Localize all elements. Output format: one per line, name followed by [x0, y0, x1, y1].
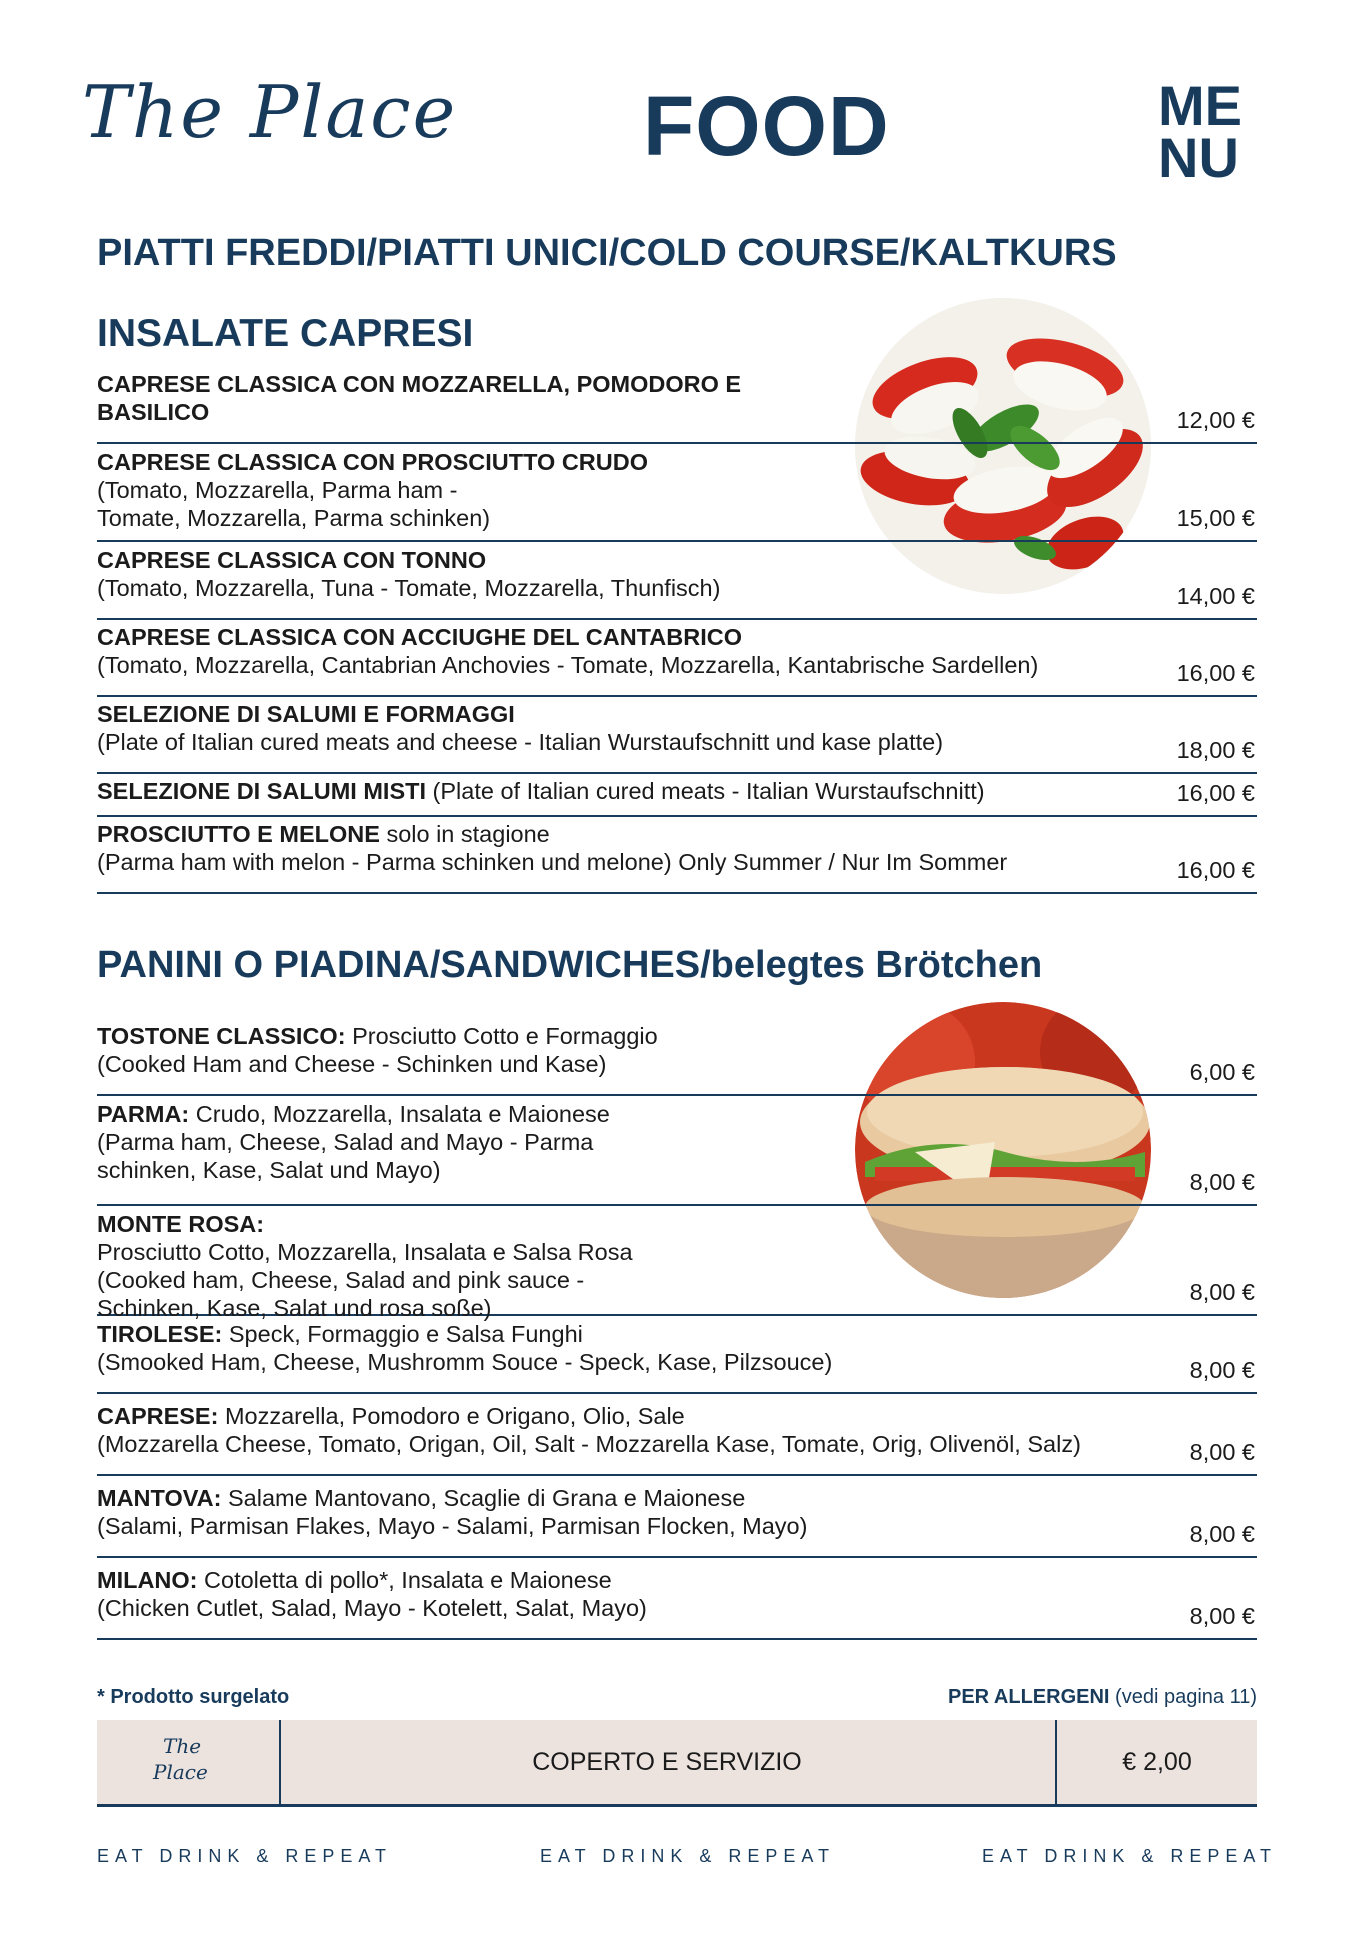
menu-item — [97, 546, 1257, 620]
menu-item — [97, 623, 1257, 697]
item-name: TOSTONE CLASSICO: — [97, 1023, 346, 1049]
page-title: FOOD — [643, 79, 890, 173]
section-title-panini: PANINI O PIADINA/SANDWICHES/belegtes Brötchen — [97, 944, 1043, 986]
item-price: 8,00 € — [1189, 1603, 1255, 1629]
tagline-center: EAT DRINK & REPEAT — [540, 1846, 836, 1866]
item-name: MANTOVA: — [97, 1485, 222, 1511]
item-price: 8,00 € — [1189, 1439, 1255, 1465]
menu-item — [97, 1320, 1257, 1394]
item-desc: (Cooked Ham and Cheese - Schinken und Kase) — [97, 1051, 607, 1077]
menu-mark-line1: ME — [1158, 74, 1242, 137]
menu-item — [97, 820, 1257, 894]
menu-item — [97, 1566, 1257, 1640]
item-price: 15,00 € — [1176, 505, 1255, 531]
item-name: CAPRESE CLASSICA CON TONNO — [97, 547, 487, 573]
item-desc: (Tomato, Mozzarella, Tuna - Tomate, Mozzarella, Thunfisch) — [97, 575, 721, 601]
item-name: SELEZIONE DI SALUMI MISTI — [97, 778, 427, 804]
menu-mark — [1158, 74, 1268, 189]
item-price: 16,00 € — [1176, 780, 1255, 806]
item-desc: (Cooked ham, Cheese, Salad and pink sauce - Schinken, Kase, Salat und rosa soße) — [97, 1267, 585, 1321]
menu-item — [97, 700, 1257, 774]
item-name: MONTE ROSA: — [97, 1211, 265, 1237]
frozen-note: * Prodotto surgelato — [97, 1686, 290, 1708]
item-desc: (Tomato, Mozzarella, Cantabrian Anchovies - Tomate, Mozzarella, Kantabrische Sardellen) — [97, 652, 1039, 678]
menu-item — [97, 1210, 1257, 1321]
item-desc: (Chicken Cutlet, Salad, Mayo - Kotelett, Salat, Mayo) — [97, 1595, 647, 1621]
logo: The Place — [82, 70, 458, 154]
item-desc: (Salami, Parmisan Flakes, Mayo - Salami, Parmisan Flocken, Mayo) — [97, 1513, 808, 1539]
item-desc: (Parma ham with melon - Parma schinken und melone) Only Summer / Nur Im Sommer — [97, 849, 1008, 875]
item-name: CAPRESE: — [97, 1403, 219, 1429]
item-name: CAPRESE CLASSICA CON PROSCIUTTO CRUDO — [97, 449, 648, 475]
item-desc: (Plate of Italian cured meats - Italian Wurstaufschnitt) — [432, 778, 985, 804]
allergens-note — [948, 1686, 1257, 1709]
item-desc: (Plate of Italian cured meats and cheese - Italian Wurstaufschnitt und kase platte) — [97, 729, 944, 755]
item-name: TIROLESE: — [97, 1321, 223, 1347]
cover-logo-line1: The — [163, 1734, 202, 1758]
menu-mark-line2: NU — [1158, 126, 1239, 189]
item-inline: solo in stagione — [386, 821, 550, 847]
item-inline: Prosciutto Cotto e Formaggio — [352, 1023, 658, 1049]
item-price: 18,00 € — [1176, 737, 1255, 763]
item-price: 8,00 € — [1189, 1521, 1255, 1547]
section-title-cold: PIATTI FREDDI/PIATTI UNICI/COLD COURSE/KALTKURS — [97, 232, 1117, 274]
menu-item — [97, 1402, 1257, 1476]
subtitle-insalate: INSALATE CAPRESI — [97, 312, 474, 355]
item-name: CAPRESE CLASSICA CON MOZZARELLA, POMODORO E BASILICO — [97, 371, 742, 425]
item-desc: (Parma ham, Cheese, Salad and Mayo - Parma schinken, Kase, Salat und Mayo) — [97, 1129, 594, 1183]
menu-item — [97, 1100, 1257, 1206]
allergens-label: PER ALLERGENI — [947, 1686, 1110, 1708]
item-name: PROSCIUTTO E MELONE — [97, 821, 380, 847]
cover-label: COPERTO E SERVIZIO — [279, 1720, 1057, 1804]
item-name: CAPRESE CLASSICA CON ACCIUGHE DEL CANTABRICO — [97, 624, 742, 650]
item-desc: (Smooked Ham, Cheese, Mushromm Souce - Speck, Kase, Pilzsouce) — [97, 1349, 833, 1375]
item-name: MILANO: — [97, 1567, 198, 1593]
item-price: 8,00 € — [1189, 1169, 1255, 1195]
menu-item — [97, 1022, 1257, 1096]
item-desc: (Mozzarella Cheese, Tomato, Origan, Oil, Salt - Mozzarella Kase, Tomate, Orig, Olivenöl, Salz) — [97, 1431, 1081, 1457]
tagline-left: EAT DRINK & REPEAT — [97, 1846, 393, 1866]
menu-item — [97, 777, 1257, 817]
cover-logo — [97, 1720, 281, 1804]
menu-item — [97, 1484, 1257, 1558]
tagline-right: EAT DRINK & REPEAT — [982, 1846, 1278, 1866]
item-price: 8,00 € — [1189, 1279, 1255, 1305]
item-desc: (Tomato, Mozzarella, Parma ham - Tomate, Mozzarella, Parma schinken) — [97, 477, 491, 531]
item-price: 16,00 € — [1176, 660, 1255, 686]
item-inline: Crudo, Mozzarella, Insalata e Maionese — [195, 1101, 610, 1127]
item-inline: Salame Mantovano, Scaglie di Grana e Maionese — [228, 1485, 746, 1511]
item-price: 6,00 € — [1189, 1059, 1255, 1085]
item-inline: Speck, Formaggio e Salsa Funghi — [228, 1321, 583, 1347]
item-price: 12,00 € — [1176, 407, 1255, 433]
item-inline: Mozzarella, Pomodoro e Origano, Olio, Sale — [224, 1403, 685, 1429]
item-price: 14,00 € — [1176, 583, 1255, 609]
item-inline: Cotoletta di pollo*, Insalata e Maionese — [204, 1567, 612, 1593]
item-inline: Prosciutto Cotto, Mozzarella, Insalata e Salsa Rosa — [97, 1239, 633, 1265]
item-name: PARMA: — [97, 1101, 190, 1127]
cover-price: € 2,00 — [1122, 1748, 1192, 1776]
menu-item — [97, 448, 1257, 542]
item-name: SELEZIONE DI SALUMI E FORMAGGI — [97, 701, 515, 727]
menu-item — [97, 370, 1257, 444]
item-price: 8,00 € — [1189, 1357, 1255, 1383]
item-price: 16,00 € — [1176, 857, 1255, 883]
allergens-page: (vedi pagina 11) — [1115, 1686, 1257, 1708]
cover-charge-bar — [97, 1720, 1257, 1807]
cover-logo-line2: Place — [153, 1760, 208, 1784]
